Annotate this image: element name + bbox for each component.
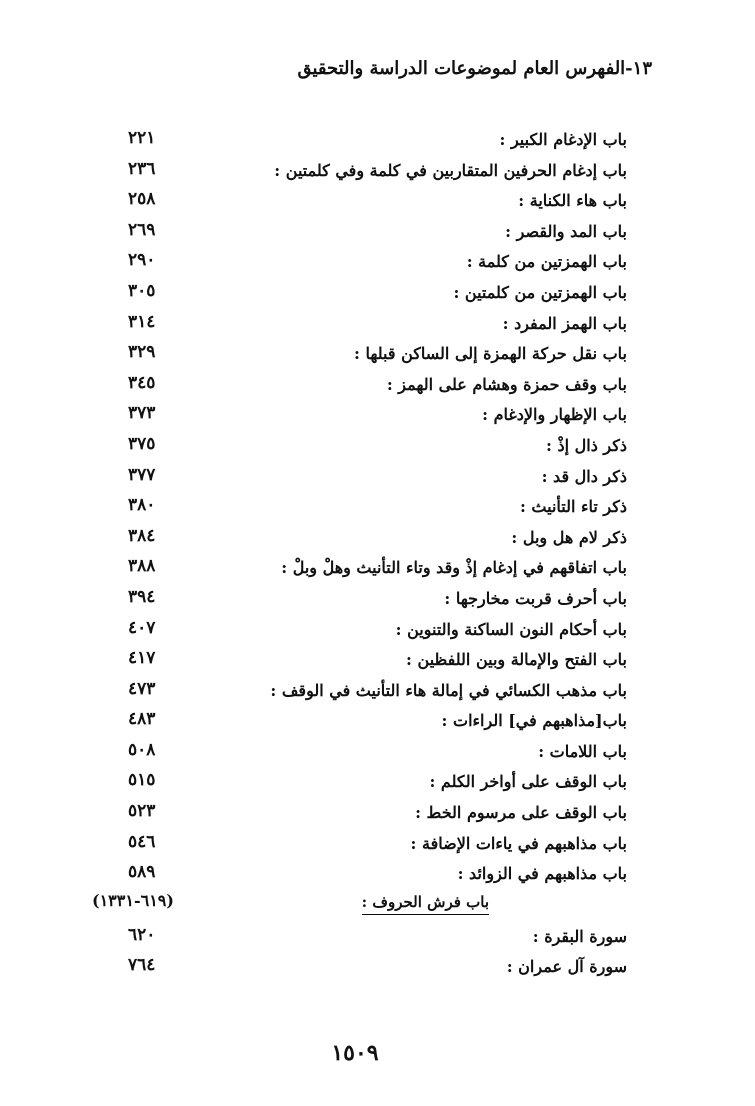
toc-entry-page: ٤٨٣ (128, 709, 156, 730)
toc-entry-title: سورة آل عمران : (506, 957, 627, 977)
toc-row (0, 432, 755, 463)
toc-entry-title: ذكر ذال إذْ : (546, 435, 627, 455)
toc-row (0, 799, 755, 830)
toc-entry-page: ٥٤٦ (128, 831, 156, 852)
toc-row (0, 310, 755, 341)
toc-entry-page: ٣٧٣ (128, 403, 156, 424)
toc-row (0, 923, 755, 954)
running-header: ١٣-الفهرس العام لموضوعات الدراسة والتحقيق (297, 58, 652, 79)
toc-entry-title: باب مذاهبهم في ياءات الإضافة : (410, 833, 627, 853)
toc-entry-title: ذكر تاء التأنيث : (519, 497, 627, 517)
toc-row (0, 248, 755, 279)
toc-entry-page: ٧٦٤ (128, 955, 156, 976)
toc-row (0, 218, 755, 249)
toc-entry-page: ٢٩٠ (128, 250, 156, 271)
toc-entry-title: باب مذهب الكسائي في إمالة هاء التأنيث في الوقف : (270, 680, 627, 700)
toc-entry-page: ٦٢٠ (128, 924, 156, 945)
toc-row (0, 707, 755, 738)
toc-entry-page: ٣٤٥ (128, 372, 156, 393)
toc-row (0, 953, 755, 984)
toc-entry-title: باب إدغام الحرفين المتقاربين في كلمة وفي كلمتين : (274, 160, 627, 180)
toc-entry-title: باب الوقف على أواخر الكلم : (429, 772, 627, 792)
toc-entry-title: باب الإدغام الكبير : (499, 130, 627, 149)
toc-entry-page: ٢٢١ (128, 128, 156, 148)
toc-entry-page: ٥١٥ (128, 770, 156, 791)
toc-row (0, 677, 755, 708)
toc-entry-page: ٣٠٥ (128, 280, 156, 301)
toc-entry-page: ٣٨٠ (128, 495, 156, 516)
toc-entry-page: ٣٩٤ (128, 586, 156, 607)
section-heading-row (0, 891, 755, 923)
toc-entry-page: ٣١٤ (128, 311, 156, 332)
toc-entry-title: باب الهمزتين من كلمة : (466, 252, 627, 272)
toc-entry-title: باب الوقف على مرسوم الخط : (415, 803, 627, 823)
toc-entry-title: باب[مذاهبهم في] الراءات : (441, 711, 627, 731)
toc-entry-title: ذكر دال قد : (541, 466, 627, 486)
toc-entry-page: ٢٦٩ (128, 219, 156, 240)
toc-row (0, 371, 755, 402)
toc-entry-page: ٣٨٨ (128, 556, 156, 577)
toc-entry-page: ٣٧٧ (128, 464, 156, 485)
table-of-contents (0, 126, 755, 984)
toc-row (0, 524, 755, 555)
toc-entry-title: باب اللامات : (538, 741, 627, 761)
toc-entry-title: باب مذاهبهم في الزوائد : (457, 864, 627, 884)
toc-entry-page: ٣٢٩ (128, 342, 156, 363)
toc-row (0, 401, 755, 432)
toc-entry-page: ٥٢٣ (128, 801, 156, 822)
toc-row (0, 830, 755, 861)
toc-row (0, 340, 755, 371)
toc-entry-page: ٥٨٩ (128, 862, 156, 883)
toc-row (0, 279, 755, 310)
toc-row (0, 616, 755, 647)
toc-entry-page: ٢٣٦ (128, 158, 156, 179)
toc-row (0, 157, 755, 188)
toc-entry-title: باب اتفاقهم في إدغام إذْ وقد وتاء التأنيث وهلْ وبلْ : (281, 558, 627, 578)
toc-entry-page: ٤٧٣ (128, 678, 156, 699)
section-heading: باب فرش الحروف : (362, 893, 489, 915)
toc-entry-title: باب نقل حركة الهمزة إلى الساكن قبلها : (354, 344, 627, 364)
toc-row (0, 493, 755, 524)
toc-entry-title: سورة البقرة : (532, 926, 627, 946)
toc-entry-page: ٥٠٨ (128, 739, 156, 760)
section-page-range: (٦١٩-١٣٣١) (92, 890, 174, 910)
toc-entry-title: باب الإظهار والإدغام : (482, 405, 627, 425)
toc-entry-title: باب أحرف قربت مخارجها : (444, 588, 627, 608)
toc-entry-page: ٤٠٧ (128, 617, 156, 638)
toc-entry-title: باب أحكام النون الساكنة والتنوين : (395, 619, 627, 639)
toc-row (0, 738, 755, 769)
toc-entry-title: باب وقف حمزة وهشام على الهمز : (386, 374, 627, 394)
toc-entry-title: باب الفتح والإمالة وبين اللفظين : (406, 650, 627, 670)
toc-row (0, 585, 755, 616)
toc-entry-title: ذكر لام هل وبل : (511, 527, 627, 547)
page-number: ١٥٠٩ (331, 1040, 379, 1066)
toc-row (0, 860, 755, 891)
toc-row (0, 768, 755, 799)
toc-entry-title: باب المد والقصر : (505, 221, 627, 241)
toc-row (0, 187, 755, 218)
toc-entry-page: ٢٥٨ (128, 189, 156, 210)
toc-row (0, 126, 755, 157)
toc-entry-title: باب هاء الكناية : (518, 191, 627, 211)
toc-entry-page: ٣٨٤ (128, 525, 156, 546)
toc-row (0, 646, 755, 677)
toc-entry-page: ٣٧٥ (128, 433, 156, 454)
toc-entry-page: ٤١٧ (128, 648, 156, 669)
toc-entry-title: باب الهمزتين من كلمتين : (453, 282, 627, 302)
toc-entry-title: باب الهمز المفرد : (502, 313, 627, 333)
toc-row (0, 463, 755, 494)
toc-row (0, 554, 755, 585)
